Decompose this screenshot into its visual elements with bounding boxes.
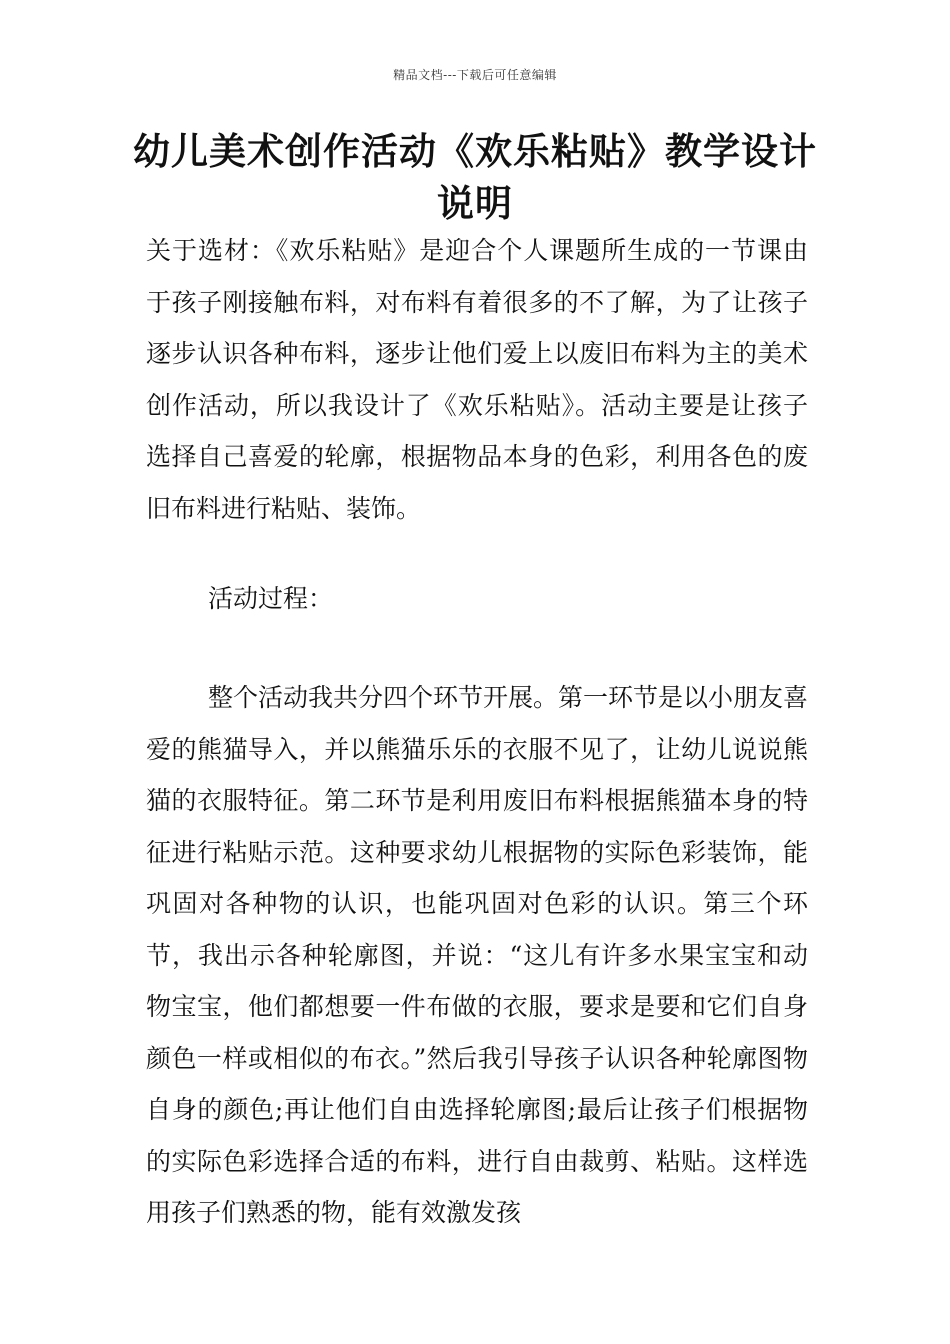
paragraph-activity-description: 整个活动我共分四个环节开展。第一环节是以小朋友喜爱的熊猫导入，并以熊猫乐乐的衣服不见了，让幼儿说说熊猫的衣服特征。第二环节是利用废旧布料根据熊猫本身的特征进行粘贴示范。这种要求幼儿根据物的实际色彩装饰，能巩固对各种物的认识，也能巩固对色彩的认识。第三个环节，我出示各种轮廓图，并说：“这儿有许多水果宝宝和动物宝宝，他们都想要一件布做的衣服，要求是要和它们自身颜色一样或相似的布衣。”然后我引导孩子认识各种轮廓图物自身的颜色;再让他们自由选择轮廓图;最后让孩子们根据物的实际色彩选择合适的布料，进行自由裁剪、粘贴。这样选用孩子们熟悉的物，能有效激发孩	[146, 683, 809, 1227]
paragraph-activity-process-heading: 活动过程：	[208, 584, 334, 613]
document-title: 幼儿美术创作活动《欢乐粘贴》教学设计说明	[133, 130, 817, 225]
header-note: 精品文档---下载后可任意编辑	[393, 68, 557, 82]
paragraph-material-selection: 关于选材：《欢乐粘贴》是迎合个人课题所生成的一节课由于孩子刚接触布料，对布料有着很多的不了解，为了让孩子逐步认识各种布料，逐步让他们爱上以废旧布料为主的美术创作活动，所以我设计了《欢乐粘贴》。活动主要是让孩子选择自己喜爱的轮廓，根据物品本身的色彩，利用各色的废旧布料进行粘贴、装饰。	[146, 236, 808, 523]
